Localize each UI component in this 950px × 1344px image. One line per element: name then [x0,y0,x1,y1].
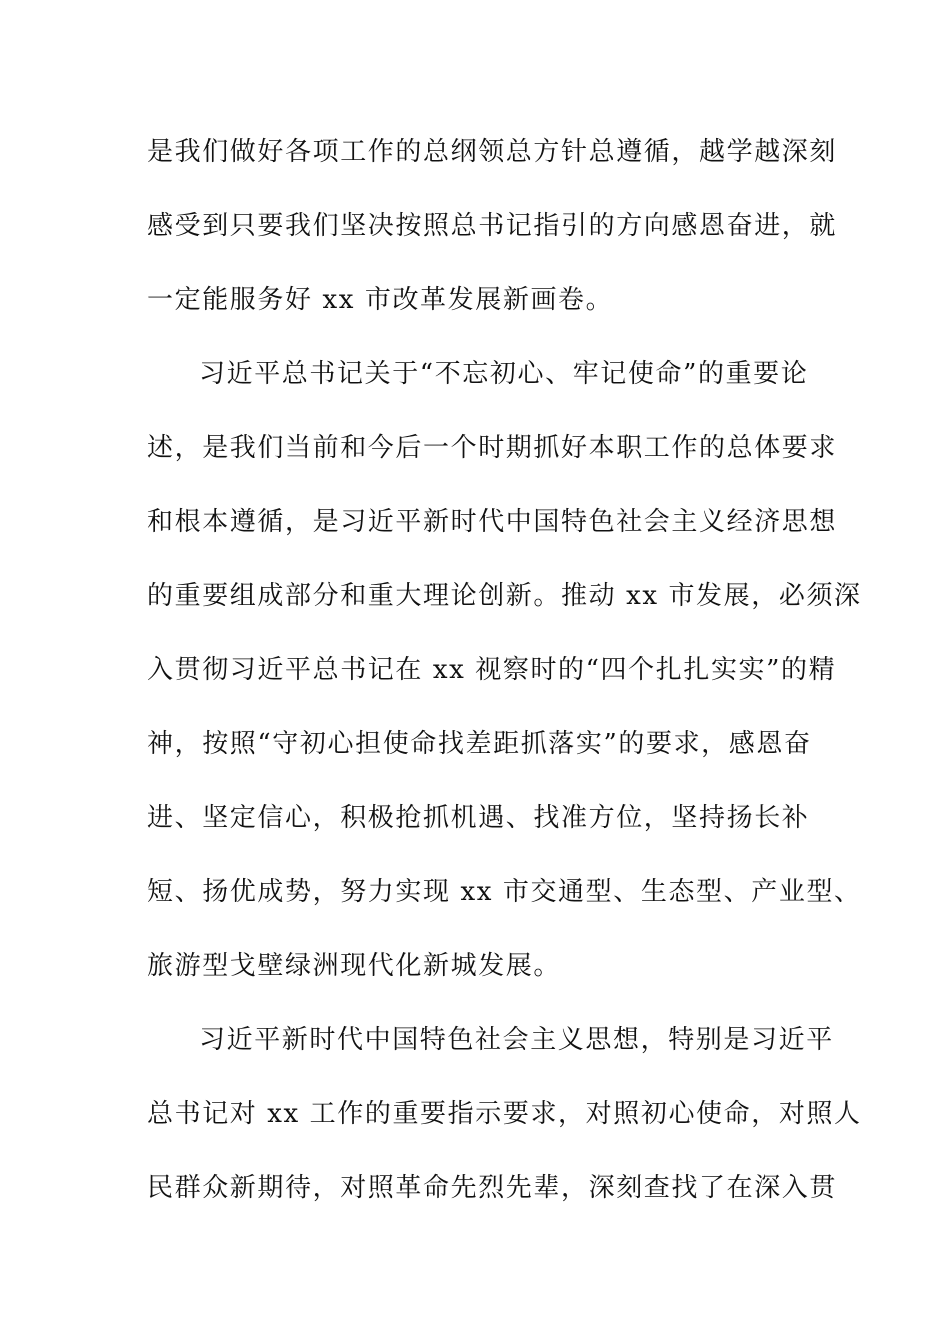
text-line: 进、坚定信心，积极抢抓机遇、找准方位，坚持扬长补 [147,803,810,833]
text-line: 旅游型戈壁绿洲现代化新城发展。 [147,951,562,981]
text-line: 是我们做好各项工作的总纲领总方针总遵循，越学越深刻 [147,137,838,167]
text-line: 短、扬优成势，努力实现 xx 市交通型、生态型、产业型、 [147,877,862,907]
text-line: 一定能服务好 xx 市改革发展新画卷。 [147,285,614,315]
text-line: 的重要组成部分和重大理论创新。推动 xx 市发展，必须深 [147,581,862,611]
text-line: 入贯彻习近平总书记在 xx 视察时的“四个扎扎实实”的精 [147,655,837,685]
text-line: 感受到只要我们坚决按照总书记指引的方向感恩奋进，就 [147,211,838,241]
document-body [147,126,862,1236]
paragraph-first-line: 习近平总书记关于“不忘初心、牢记使命”的重要论 [199,359,809,389]
text-line: 和根本遵循，是习近平新时代中国特色社会主义经济思想 [147,507,838,537]
paragraph-first-line: 习近平新时代中国特色社会主义思想，特别是习近平 [199,1025,834,1055]
text-line: 述，是我们当前和今后一个时期抓好本职工作的总体要求 [147,433,838,463]
text-line: 神，按照“守初心担使命找差距抓落实”的要求，感恩奋 [147,729,812,759]
text-line: 民群众新期待，对照革命先烈先辈，深刻查找了在深入贯 [147,1173,838,1203]
text-line: 总书记对 xx 工作的重要指示要求，对照初心使命，对照人 [147,1099,862,1129]
